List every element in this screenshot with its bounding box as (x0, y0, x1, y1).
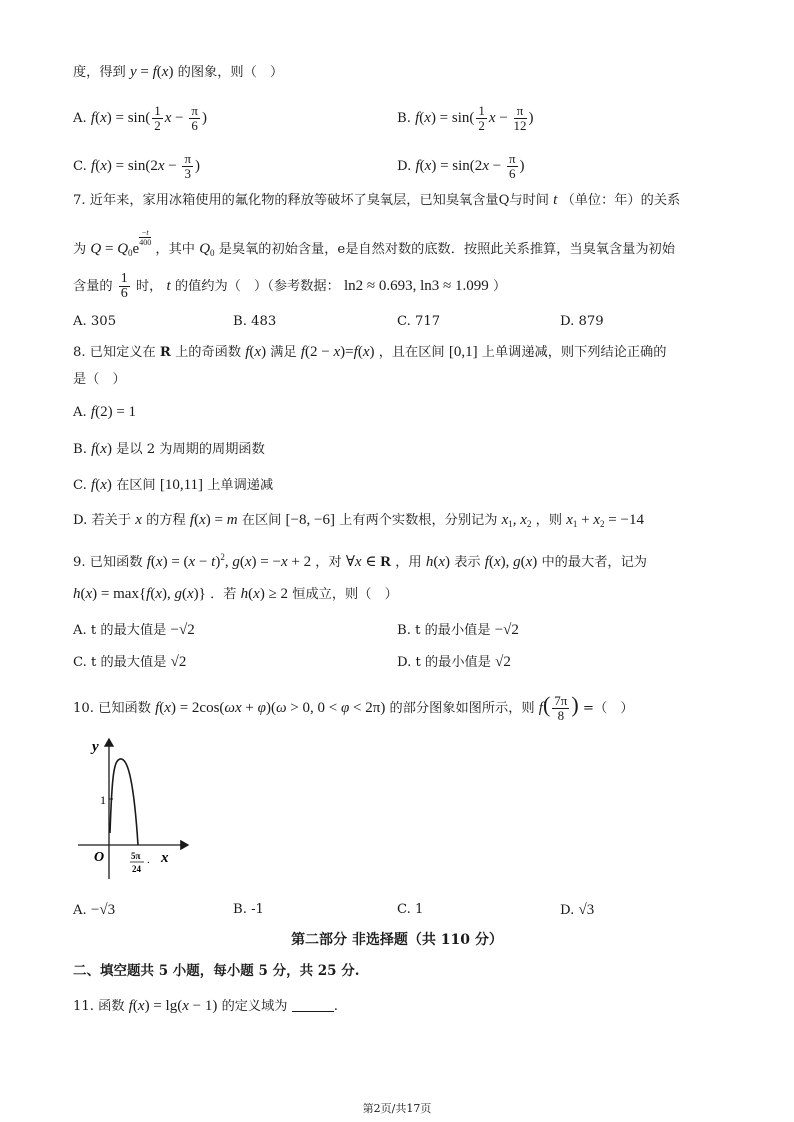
origin-label: O (94, 850, 105, 865)
q7-stem-line3: 含量的 $\frac{1}{6}$ 时， t 的值约为（ ）（参考数据： ln2 ≈ 0.693, ln3 ≈ 1.099 ） (73, 271, 507, 301)
x-tick-denominator: 24 (132, 864, 141, 874)
x-tick-numerator: 5π (131, 851, 141, 861)
q11-answer-blank (292, 999, 334, 1012)
cosine-curve (110, 759, 138, 845)
q7-stem-line2: 为 $Q = Q_0e$ $\frac{-t}{400}$ ，其中 $Q_0$ 是臭氧的初始含量，e是自然对数的底数．按照此关系推算，当臭氧含量为初始 (73, 228, 675, 258)
q8-option-c: C. f(x) 在区间 [10,11] 上单调递减 (73, 477, 274, 493)
q9-stem-line2: h(x) = max{f(x), g(x)} ．若 h(x) ≥ 2 恒成立，则（ ） (73, 586, 398, 602)
q10-stem: 10. 已知函数 f(x) = 2cos(ωx + φ)(ω > 0, 0 < φ < 2π) 的部分图象如图所示，则 f( $\frac{7\pi}{8}$ ) =（ ） (73, 691, 634, 723)
q9-option-c: C. t 的最大值是 √2 (73, 654, 187, 670)
section2-heading: 二、填空题共 5 小题，每小题 5 分，共 25 分. (73, 963, 360, 979)
q10-graph (78, 733, 196, 881)
q8-option-b: B. f(x) 是以 2 为周期的周期函数 (73, 441, 265, 457)
y-tick-1: 1 (100, 793, 106, 807)
q10-option-c: C. 1 (397, 902, 424, 917)
q10-option-b: B. -1 (233, 902, 264, 917)
q7-option-c: C. 717 (397, 314, 441, 329)
q7-option-d: D. 879 (560, 314, 604, 329)
page-footer: 第2页/共17页 (362, 1102, 432, 1115)
q7-option-b: B. 483 (233, 314, 277, 329)
q10-option-a: A. −√3 (73, 902, 116, 918)
svg-text:.: . (147, 854, 150, 866)
q6-option-a: A. f(x) = sin( $\frac{1}{2}$ x − $\frac{\pi}{6}$ ) (73, 103, 207, 133)
q9-option-d: D. t 的最小值是 √2 (397, 654, 511, 670)
q10-option-d: D. √3 (560, 902, 595, 918)
q8-option-d: D. 若关于 x 的方程 f(x) = m 在区间 [−8, −6] 上有两个实数根，分别记为 $x_1$, $x_2$ ，则 $x_1 + x_2 = -14$ (73, 512, 644, 529)
q11-stem: 11. 函数 f(x) = lg(x − 1) 的定义域为 . (73, 998, 338, 1014)
q9-option-b: B. t 的最小值是 −√2 (397, 622, 519, 638)
q8-stem-line2: 是（ ） (73, 372, 126, 387)
y-axis-label: y (92, 739, 99, 755)
q6-stem-tail: 度，得到 y = f(x) 的图象，则（ ） (73, 64, 284, 80)
q8-option-a: A. f(2) = 1 (73, 404, 137, 420)
q8-stem-line1: 8. 已知定义在 R 上的奇函数 f(x) 满足 f(2 − x)=f(x) ，且在区间 [0,1] 上单调递减，则下列结论正确的 (73, 344, 667, 360)
q7-option-a: A. 305 (73, 314, 117, 329)
q6-option-d: D. f(x) = sin(2x − $\frac{\pi}{6}$ ) (397, 151, 525, 181)
part2-title: 第二部分 非选择题（共 110 分） (291, 932, 503, 948)
q7-stem-line1: 7. 近年来，家用冰箱使用的氟化物的释放等破坏了臭氧层，已知臭氧含量Q与时间 t （单位：年）的关系 (73, 192, 681, 208)
q6-option-c: C. f(x) = sin(2x − $\frac{\pi}{3}$ ) (73, 151, 201, 181)
q9-option-a: A. t 的最大值是 −√2 (73, 622, 195, 638)
q6-option-b: B. f(x) = sin( $\frac{1}{2}$ x − $\frac{\pi}{12}$ ) (397, 103, 534, 133)
q9-stem-line1: 9. 已知函数 $f(x) = (x - t)^2$, g(x) = −x + 2 ，对 ∀x ∈ R ，用 h(x) 表示 f(x), g(x) 中的最大者，记为 (73, 552, 647, 570)
x-axis-label: x (161, 850, 169, 866)
